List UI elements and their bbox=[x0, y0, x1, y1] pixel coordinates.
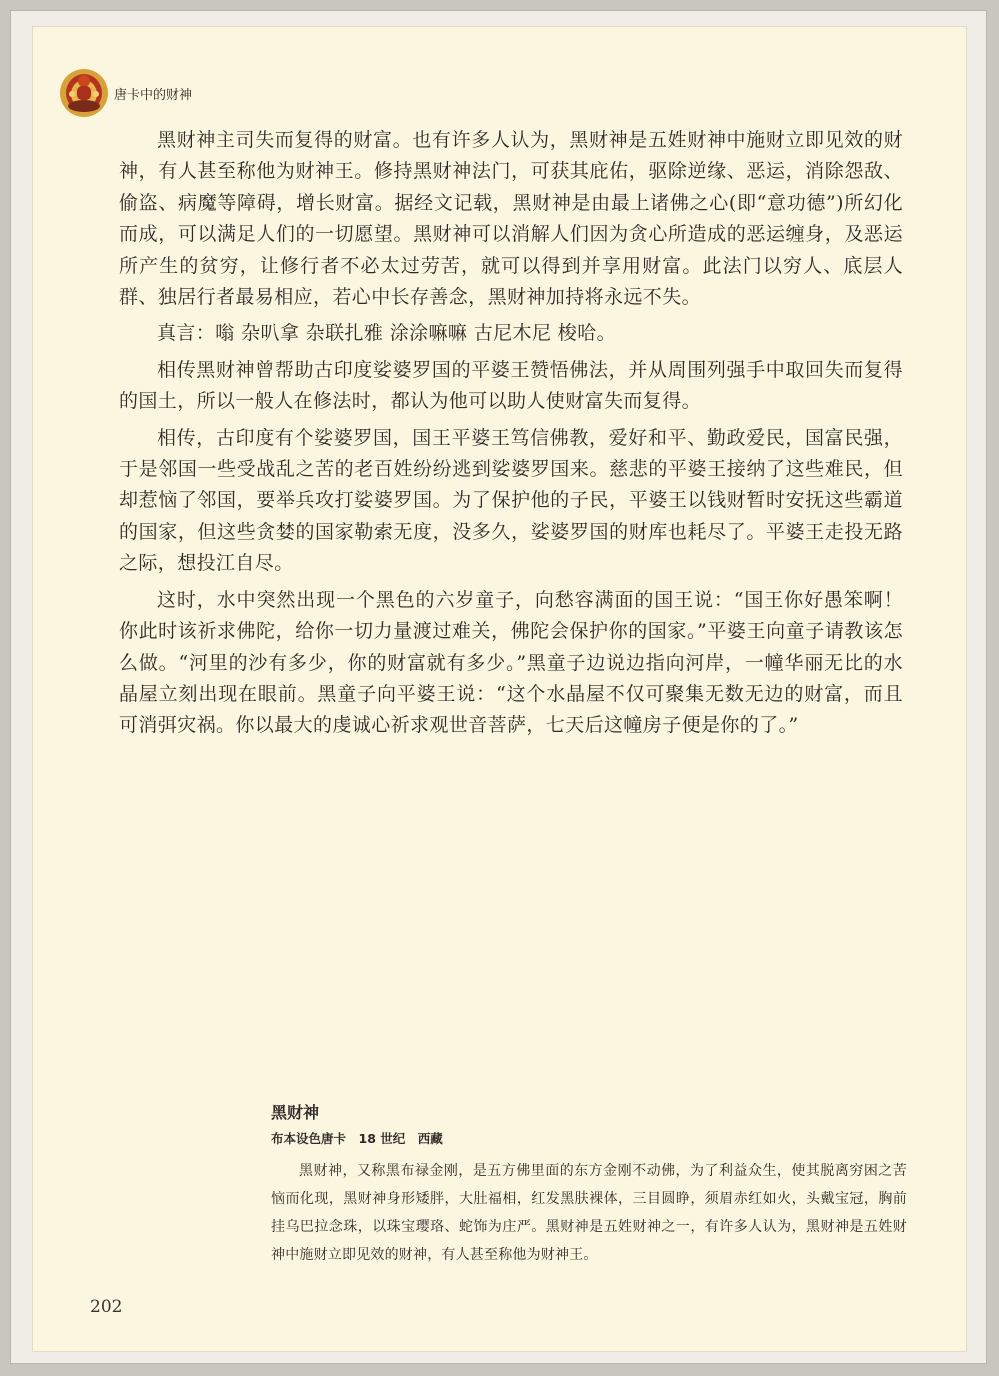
paragraph: 相传，古印度有个娑婆罗国，国王平婆王笃信佛教，爱好和平、勤政爱民，国富民强，于是邻国一些受战乱之苦的老百姓纷纷逃到娑婆罗国来。慈悲的平婆王接纳了这些难民，但却惹恼了邻国，要举兵攻打娑婆罗国。为了保护他的子民，平婆王以钱财暂时安抚这些霸道的国家，但这些贪婪的国家勒索无度，没多久，娑婆罗国的财库也耗尽了。平婆王走投无路之际，想投江自尽。 bbox=[119, 426, 903, 575]
paragraph: 黑财神主司失而复得的财富。也有许多人认为，黑财神是五姓财神中施财立即见效的财神，有人甚至称他为财神王。修持黑财神法门，可获其庇佑，驱除逆缘、恶运，消除怨敌、偷盗、病魔等障碍，增长财富。据经文记载，黑财神是由最上诸佛之心(即“意功德”)所幻化而成，可以满足人们的一切愿望。黑财神可以消解人们因为贪心所造成的恶运缠身，及恶运所产生的贫穷，让修行者不必太过劳苦，就可以得到并享用财富。此法门以穷人、底层人群、独居行者最易相应，若心中长存善念，黑财神加持将永远不失。 bbox=[119, 129, 903, 309]
wealth-deity-logo-icon bbox=[58, 64, 110, 118]
main-text bbox=[119, 125, 903, 747]
caption-title: 黑财神 bbox=[271, 1103, 320, 1122]
header-title: 唐卡中的财神 bbox=[114, 87, 193, 103]
caption-meta: 布本设色唐卡 18 世纪 西藏 bbox=[271, 1131, 443, 1146]
running-header bbox=[58, 64, 192, 118]
paragraph: 真言：嗡 杂叭拿 杂联扎雅 涂涂嘛嘛 古尼木尼 梭哈。 bbox=[157, 322, 616, 345]
figure-caption bbox=[271, 1100, 907, 1269]
page-number: 202 bbox=[90, 1297, 123, 1317]
caption-text: 黑财神，又称黑布禄金刚，是五方佛里面的东方金刚不动佛，为了利益众生，使其脱离穷困之苦恼而化现，黑财神身形矮胖，大肚福相，红发黑肤裸体，三目圆睁，须眉赤红如火，头戴宝冠，胸前挂乌巴拉念珠，以珠宝璎珞、蛇饰为庄严。黑财神是五姓财神之一，有许多人认为，黑财神是五姓财神中施财立即见效的财神，有人甚至称他为财神王。 bbox=[271, 1163, 907, 1263]
paragraph: 相传黑财神曾帮助古印度娑婆罗国的平婆王赞悟佛法，并从周围列强手中取回失而复得的国土，所以一般人在修法时，都认为他可以助人使财富失而复得。 bbox=[119, 358, 903, 413]
paragraph: 这时，水中突然出现一个黑色的六岁童子，向愁容满面的国王说：“国王你好愚笨啊！你此时该祈求佛陀，给你一切力量渡过难关，佛陀会保护你的国家。”平婆王向童子请教该怎么做。“河里的沙有多少，你的财富就有多少。”黑童子边说边指向河岸，一幢华丽无比的水晶屋立刻出现在眼前。黑童子向平婆王说：“这个水晶屋不仅可聚集无数无边的财富，而且可消弭灾祸。你以最大的虔诚心祈求观世音菩萨，七天后这幢房子便是你的了。” bbox=[119, 588, 903, 737]
